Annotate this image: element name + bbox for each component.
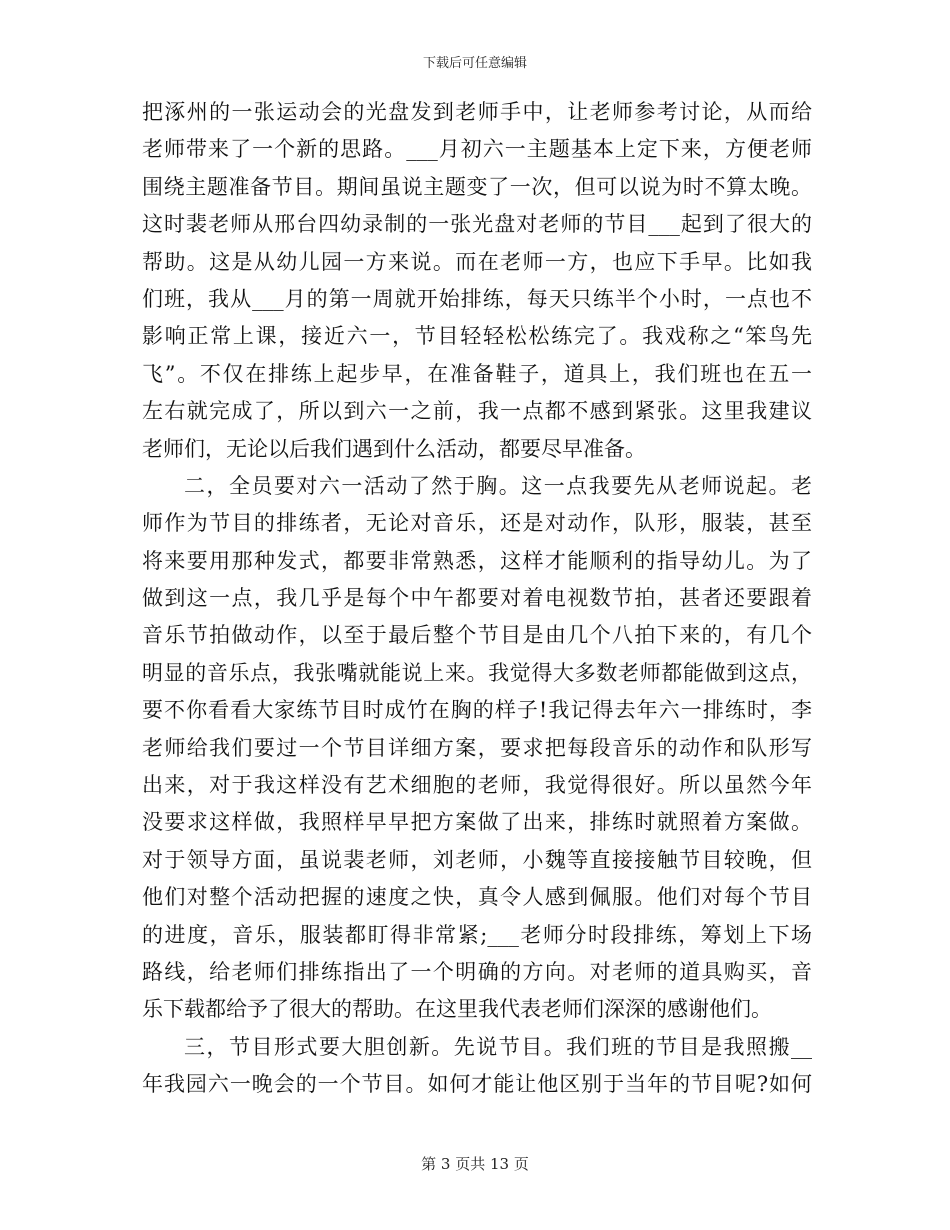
paragraph-start-line: 三，节目形式要大胆创新。先说节目。我们班的节目是我照搬__ [184,1034,812,1059]
text-line: 对于领导方面，虽说裴老师，刘老师，小魏等直接接触节目较晚，但 [142,847,812,872]
text-line: 们班，我从___月的第一周就开始排练，每天只练半个小时，一点也不 [142,286,812,311]
text-line: 将来要用那种发式，都要非常熟悉，这样才能顺利的指导幼儿。为了 [142,548,812,573]
text-line: 老师给我们要过一个节目详细方案，要求把每段音乐的动作和队形写 [142,735,812,760]
text-line: 没要求这样做，我照样早早把方案做了出来，排练时就照着方案做。 [142,810,812,835]
page-footer: 第 3 页共 13 页 [421,1155,529,1173]
text-line: 飞”。不仅在排练上起步早，在准备鞋子，道具上，我们班也在五一 [142,361,812,386]
document-body [142,94,812,1104]
text-line: 师作为节目的排练者，无论对音乐，还是对动作，队形，服装，甚至 [142,511,812,536]
text-line: 音乐节拍做动作，以至于最后整个节目是由几个八拍下来的，有几个 [142,623,812,648]
text-line: 做到这一点，我几乎是每个中午都要对着电视数节拍，甚者还要跟着 [142,586,812,611]
text-line: 影响正常上课，接近六一，节目轻轻松松练完了。我戏称之“笨鸟先 [142,324,812,349]
page-header: 下载后可任意编辑 [422,56,527,71]
text-line: 他们对整个活动把握的速度之快，真令人感到佩服。他们对每个节目 [142,885,812,910]
text-line: 老师们，无论以后我们遇到什么活动，都要尽早准备。 [142,436,646,461]
text-line: 老师带来了一个新的思路。___月初六一主题基本上定下来，方便老师 [142,137,812,162]
text-line: 明显的音乐点，我张嘴就能说上来。我觉得大多数老师都能做到这点， [142,660,812,685]
text-line: 围绕主题准备节目。期间虽说主题变了一次，但可以说为时不算太晚。 [142,174,812,199]
text-line: 路线，给老师们排练指出了一个明确的方向。对老师的道具购买，音 [142,959,812,984]
text-line: 把涿州的一张运动会的光盘发到老师手中，让老师参考讨论，从而给 [142,100,812,124]
text-line: 的进度，音乐，服装都盯得非常紧;___老师分时段排练，筹划上下场 [142,922,812,947]
text-line: 要不你看看大家练节目时成竹在胸的样子!我记得去年六一排练时，李 [142,698,812,723]
text-line: 乐下载都给予了很大的帮助。在这里我代表老师们深深的感谢他们。 [142,997,772,1022]
text-line: 左右就完成了，所以到六一之前，我一点都不感到紧张。这里我建议 [142,399,812,424]
text-line: 这时裴老师从邢台四幼录制的一张光盘对老师的节目___起到了很大的 [142,212,812,237]
text-line: 年我园六一晚会的一个节目。如何才能让他区别于当年的节目呢?如何 [142,1072,812,1097]
text-line: 出来，对于我这样没有艺术细胞的老师，我觉得很好。所以虽然今年 [142,773,812,798]
paragraph-start-line: 二，全员要对六一活动了然于胸。这一点我要先从老师说起。老 [184,473,812,498]
text-line: 帮助。这是从幼儿园一方来说。而在老师一方，也应下手早。比如我 [142,249,812,274]
